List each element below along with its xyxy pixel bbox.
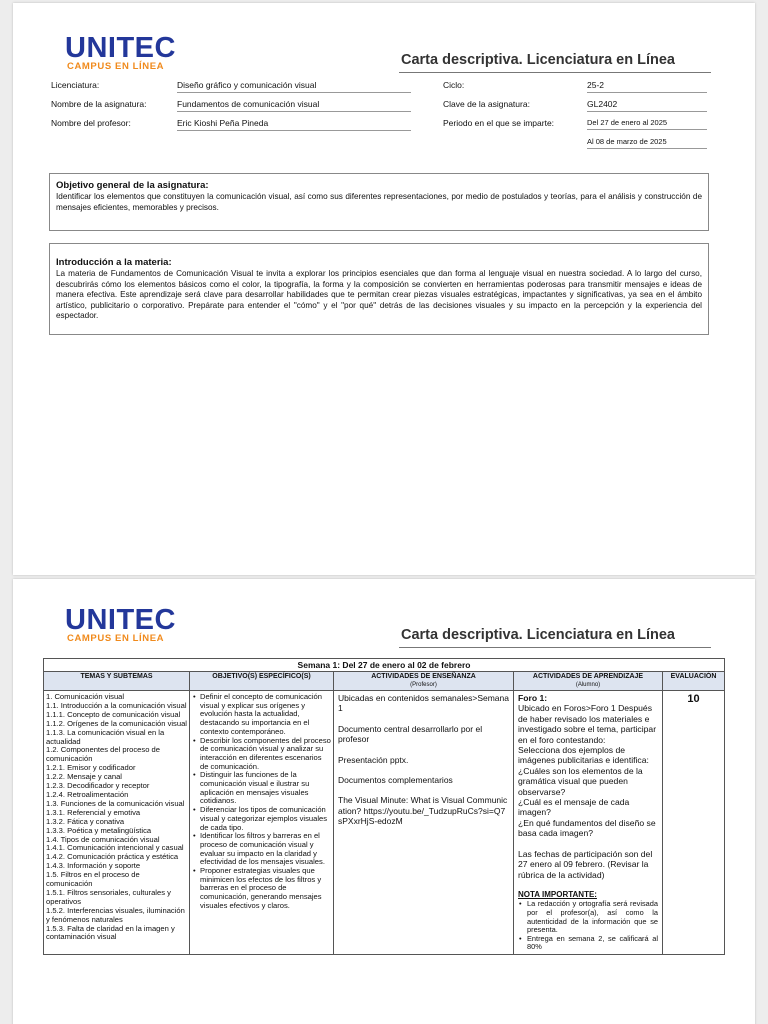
objetivo-item: • Definir el concepto de comunicación visual y explicar sus orígenes y evolución hasta la actualidad, destacando su importancia en el contexto contemporáneo. — [192, 693, 331, 737]
ensenanza-documento: Documento central desarrollarlo por el profesor — [338, 723, 483, 745]
tema-item: 1.3.1. Referencial y emotiva — [46, 807, 141, 817]
tema-item: 1.1.3. La comunicación visual en la actualidad — [46, 727, 165, 746]
evaluacion-cell: 10 — [663, 691, 725, 955]
semana-caption: Semana 1: Del 27 de enero al 02 de febrero — [44, 659, 725, 672]
nota-item: • Entrega en semana 2, se calificará al 80% — [518, 935, 658, 952]
clave-label: Clave de la asignatura: — [443, 99, 530, 109]
header-temas: TEMAS Y SUBTEMAS — [44, 672, 190, 691]
periodo-label: Periodo en el que se imparte: — [443, 118, 555, 128]
temas-cell — [44, 691, 190, 955]
objetivos-cell — [190, 691, 334, 955]
tema-item: 1.3. Funciones de la comunicación visual — [46, 798, 185, 808]
profesor-value: Eric Kioshi Peña Pineda — [177, 118, 411, 131]
periodo-fin: Al 08 de marzo de 2025 — [587, 137, 707, 149]
nota-title: NOTA IMPORTANTE: — [518, 889, 597, 899]
tema-item: 1.5.2. Interferencias visuales, iluminación y fenómenos naturales — [46, 905, 185, 924]
foro-question-3: ¿En qué fundamentos del diseño se basa cada imagen? — [518, 817, 656, 839]
objetivo-item: • Diferenciar los tipos de comunicación visual y categorizar ejemplos visuales de cada tipo. — [192, 806, 331, 832]
foro-text: Ubicado en Foros>Foro 1 Después de haber revisado los materiales e investigado sobre el tema, participar en el foro contestando: — [518, 703, 657, 745]
tema-item: 1.2.4. Retroalimentación — [46, 789, 129, 799]
document-title: Carta descriptiva. Licenciatura en Línea — [401, 52, 675, 68]
document-title: Carta descriptiva. Licenciatura en Línea — [401, 627, 675, 643]
licenciatura-label: Licenciatura: — [51, 80, 100, 90]
tema-item: 1.1. Introducción a la comunicación visual — [46, 700, 187, 710]
logo-tagline: CAMPUS EN LÍNEA — [67, 633, 165, 644]
logo-wordmark: UNITEC — [65, 32, 176, 64]
objetivo-text: Identificar los elementos que constituyen la comunicación visual, así como sus diferentes representaciones, por medio de postulados y teorías, para el análisis y construcción de mensajes eficientes, memorables y precisos. — [56, 192, 702, 212]
tema-item: 1.1.2. Orígenes de la comunicación visual — [46, 718, 187, 728]
tema-item: 1.4.3. Información y soporte — [46, 861, 141, 871]
logo-wordmark: UNITEC — [65, 604, 176, 636]
asignatura-value: Fundamentos de comunicación visual — [177, 99, 411, 112]
tema-item: 1.2. Componentes del proceso de comunicación — [46, 745, 160, 764]
objetivo-item: • Describir los componentes del proceso de comunicación visual y analizar su interacción en diferentes escenarios de comunicación. — [192, 737, 331, 772]
title-divider — [399, 72, 711, 73]
ensenanza-cell — [334, 691, 514, 955]
asignatura-label: Nombre de la asignatura: — [51, 99, 147, 109]
header-ensenanza: ACTIVIDADES DE ENSEÑANZA (Profesor) — [334, 672, 514, 691]
nota-list — [518, 900, 658, 952]
logo-tagline: CAMPUS EN LÍNEA — [67, 61, 165, 72]
tema-item: 1.4.2. Comunicación práctica y estética — [46, 852, 179, 862]
introduccion-box — [49, 243, 709, 335]
objetivo-general-box — [49, 173, 709, 231]
introduccion-text: La materia de Fundamentos de Comunicación Visual te invita a explorar los principios esenciales que dan forma al lenguaje visual en nuestra sociedad. A lo largo del curso, descubrirás cómo los elementos básicos como el color, la tipografía, la forma y la composición se convierten en herramientas poderosas para transmitir mensajes e ideas de manera efectiva. Este aprendizaje será clave para desarrollar habilidades que te permitan crear piezas visuales estratégicas, impactantes y significativas, ya sea en el ámbito artístico, publicitario o corporativo. Prepárate para entender el "cómo" y el "por qué" detrás de las decisiones visuales y su impacto en la percepción y la experiencia del espectador. — [56, 269, 702, 321]
tema-item: 1.5.3. Falta de claridad en la imagen y contaminación visual — [46, 923, 175, 942]
tema-item: 1.5.1. Filtros sensoriales, culturales y operativos — [46, 887, 171, 906]
periodo-inicio: Del 27 de enero al 2025 — [587, 118, 707, 130]
ensenanza-ubicadas: Ubicadas en contenidos semanales>Semana 1 — [338, 693, 509, 714]
tema-item: 1.1.1. Concepto de comunicación visual — [46, 709, 181, 719]
unitec-logo — [65, 605, 176, 644]
document-page-2 — [13, 579, 755, 1024]
header-aprendizaje: ACTIVIDADES DE APRENDIZAJE (Alumno) — [514, 672, 663, 691]
unitec-logo — [65, 33, 176, 72]
ensenanza-presentacion: Presentación pptx. — [338, 754, 409, 765]
nota-item: • La redacción y ortografía será revisada por el profesor(a), así como la autenticidad de la información que se presenta. — [518, 900, 658, 934]
semana-table — [43, 658, 725, 955]
ensenanza-complementarios: Documentos complementarios — [338, 775, 453, 786]
objetivo-item: • Identificar los filtros y barreras en el proceso de comunicación visual y evaluar su impacto en la claridad y efectividad de los mensajes visuales. — [192, 832, 331, 867]
introduccion-title: Introducción a la materia: — [56, 257, 172, 268]
clave-value: GL2402 — [587, 99, 707, 112]
objetivo-title: Objetivo general de la asignatura: — [56, 180, 209, 191]
tema-item: 1.2.1. Emisor y codificador — [46, 763, 136, 773]
header-evaluacion: EVALUACIÓN — [663, 672, 725, 691]
aprendizaje-cell — [514, 691, 663, 955]
ciclo-label: Ciclo: — [443, 80, 465, 90]
ciclo-value: 25-2 — [587, 80, 707, 93]
licenciatura-value: Diseño gráfico y comunicación visual — [177, 80, 411, 93]
foro-fechas: Las fechas de participación son del 27 enero al 09 febrero. (Revisar la rúbrica de la actividad) — [518, 848, 653, 880]
title-divider — [399, 647, 711, 648]
tema-item: 1.2.3. Decodificador y receptor — [46, 781, 150, 791]
tema-item: 1.3.2. Fática y conativa — [46, 816, 125, 826]
tema-item: 1.2.2. Mensaje y canal — [46, 772, 122, 782]
tema-item: 1. Comunicación visual — [46, 692, 125, 701]
objetivo-item: • Distinguir las funciones de la comunicación visual e ilustrar su aplicación en mensajes visuales cotidianos. — [192, 771, 331, 806]
foro-question-1: ¿Cuáles son los elementos de la gramática visual que pueden observarse? — [518, 765, 643, 797]
ensenanza-video-link[interactable]: The Visual Minute: What is Visual Communication? https://youtu.be/_TudzupRuCs?si=Q7sPXxrHjS-edozM — [338, 795, 508, 827]
tema-item: 1.4. Tipos de comunicación visual — [46, 834, 160, 844]
document-page-1 — [13, 3, 755, 575]
header-objetivo: OBJETIVO(S) ESPECÍFICO(S) — [190, 672, 334, 691]
foro-title: Foro 1: — [518, 693, 548, 703]
profesor-label: Nombre del profesor: — [51, 118, 131, 128]
tema-item: 1.4.1. Comunicación intencional y casual — [46, 843, 184, 853]
foro-question-2: ¿Cuál es el mensaje de cada imagen? — [518, 797, 630, 818]
objetivo-item: • Proponer estrategias visuales que minimicen los efectos de los filtros y barreras en el proceso de comunicación, generando mensajes visuales efectivos y claros. — [192, 867, 331, 911]
foro-task: Selecciona dos ejemplos de imágenes publicitarias e identifica: — [518, 745, 649, 766]
tema-item: 1.5. Filtros en el proceso de comunicación — [46, 870, 140, 889]
tema-item: 1.3.3. Poética y metalingüística — [46, 825, 152, 835]
